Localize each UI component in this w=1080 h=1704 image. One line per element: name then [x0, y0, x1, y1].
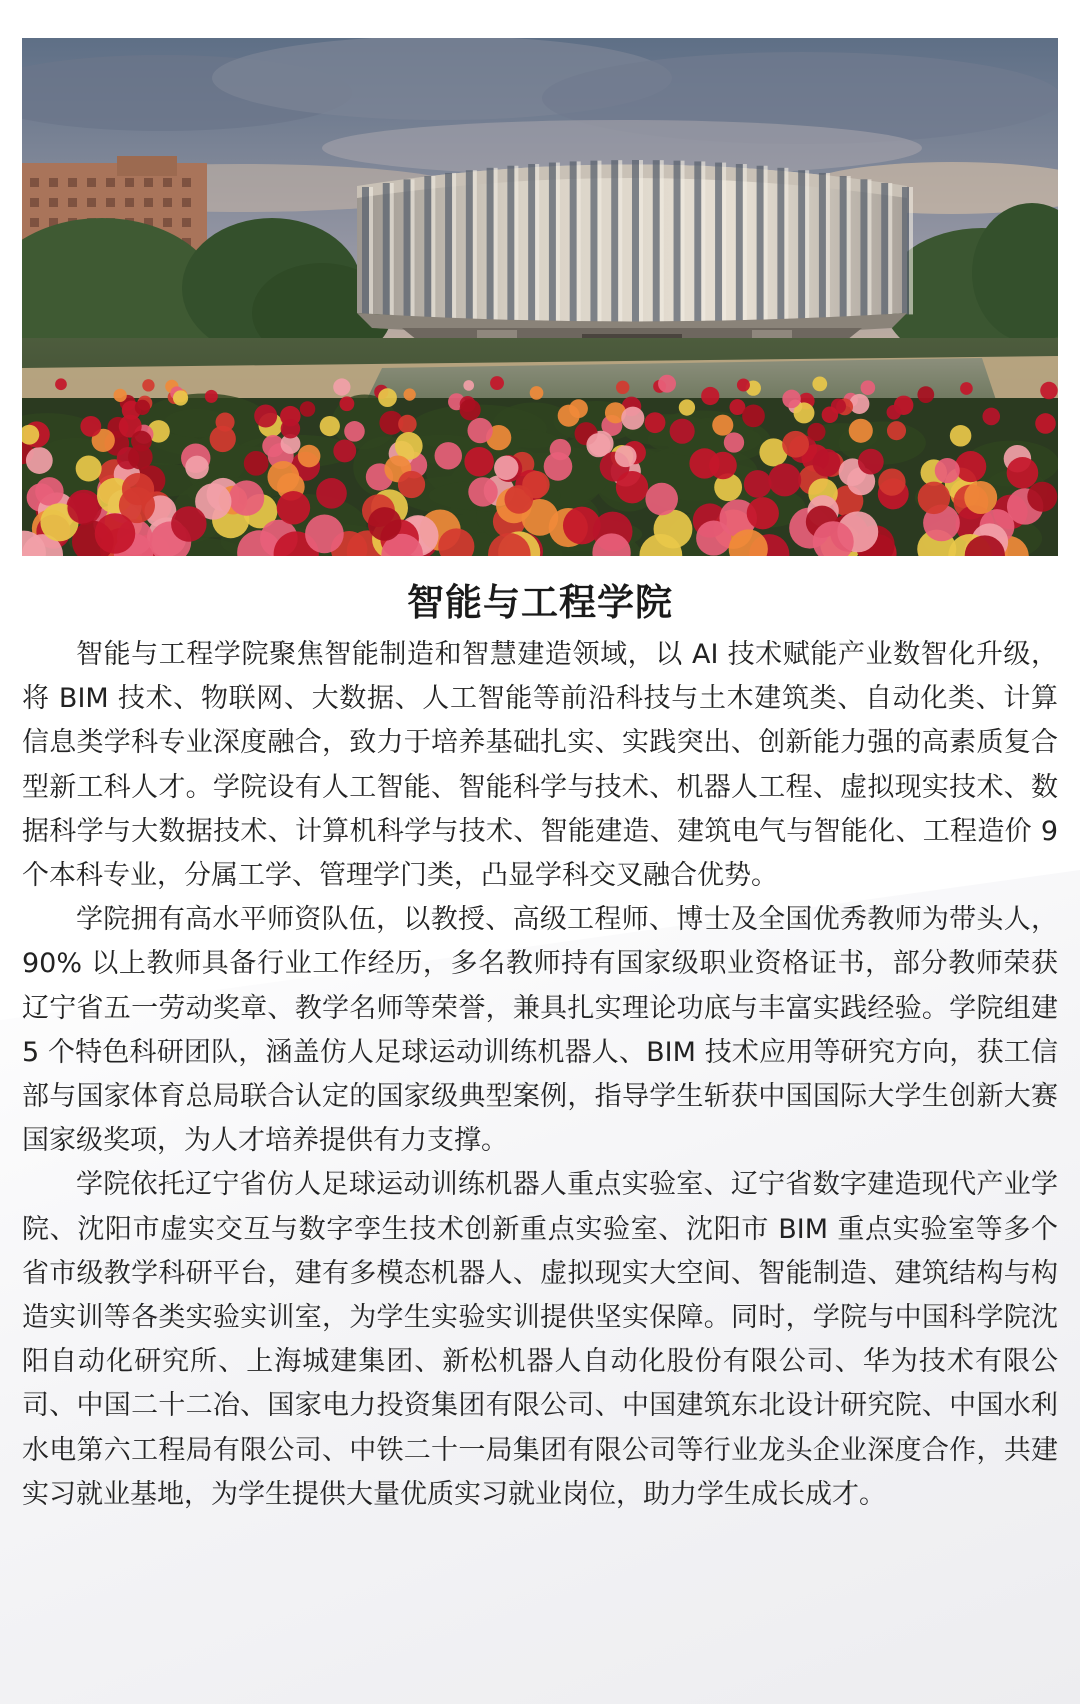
paragraph-faculty: 学院拥有高水平师资队伍，以教授、高级工程师、博士及全国优秀教师为带头人，90% 以上教师具备行业工作经历，多名教师持有国家级职业资格证书，部分教师荣获辽宁省五一劳动奖章、教学名师等荣誉，兼具扎实理论功底与丰富实践经验。学院组建 5 个特色科研团队，涵盖仿人足球运动训练机器人、BIM 技术应用等研究方向，获工信部与国家体育总局联合认定的国家级典型案例，指导学生斩获中国国际大学生创新大赛国家级奖项，为人才培养提供有力支撑。 — [22, 904, 1058, 1157]
page-title: 智能与工程学院 — [407, 581, 673, 624]
paragraph-intro: 智能与工程学院聚焦智能制造和智慧建造领域，以 AI 技术赋能产业数智化升级，将 BIM 技术、物联网、大数据、人工智能等前沿科技与土木建筑类、自动化类、计算信息类学科专业深度融合，致力于培养基础扎实、实践突出、创新能力强的高素质复合型新工科人才。学院设有人工智能、智能科学与技术、机器人工程、虚拟现实技术、数据科学与大数据技术、计算机科学与技术、智能建造、建筑电气与智能化、工程造价 9 个本科专业，分属工学、管理学门类，凸显学科交叉融合优势。 — [22, 639, 1058, 892]
paragraph-platforms: 学院依托辽宁省仿人足球运动训练机器人重点实验室、辽宁省数字建造现代产业学院、沈阳市虚实交互与数字孪生技术创新重点实验室、沈阳市 BIM 重点实验室等多个省市级教学科研平台，建有多模态机器人、虚拟现实大空间、智能制造、建筑结构与构造实训等各类实验实训室，为学生实验实训提供坚实保障。同时，学院与中国科学院沈阳自动化研究所、上海城建集团、新松机器人自动化股份有限公司、华为技术有限公司、中国二十二冶、国家电力投资集团有限公司、中国建筑东北设计研究院、中国水利水电第六工程局有限公司、中铁二十一局集团有限公司等行业龙头企业深度合作，共建实习就业基地，为学生提供大量优质实习就业岗位，助力学生成长成才。 — [22, 1169, 1058, 1510]
campus-photo — [22, 38, 1058, 556]
article-body — [22, 633, 1058, 1517]
campus-circular-building-photo-icon — [22, 38, 1058, 556]
